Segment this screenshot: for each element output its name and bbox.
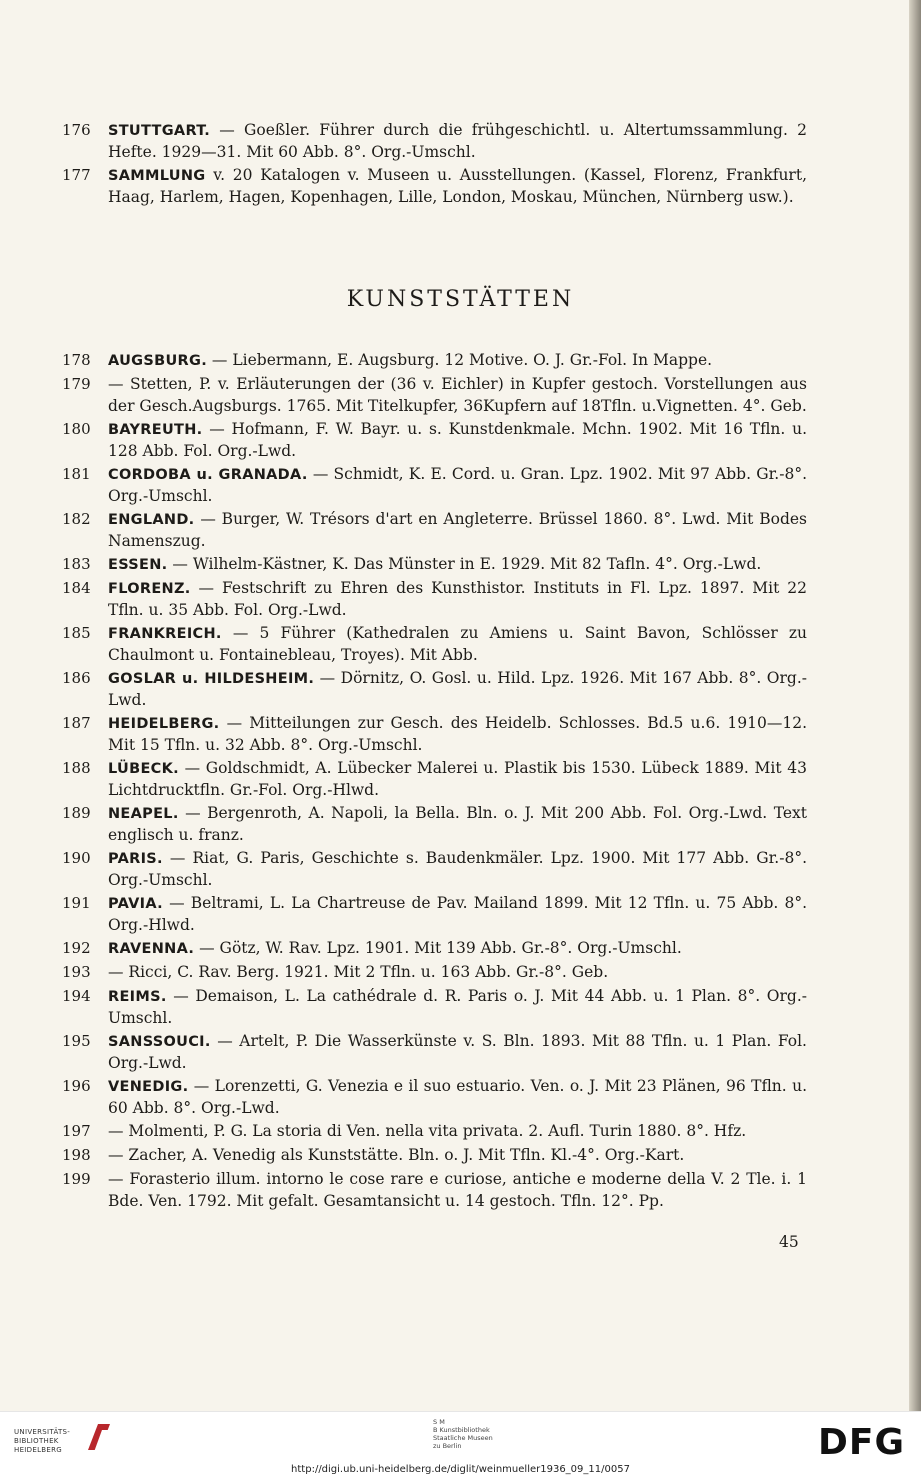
entry-heading: AUGSBURG.	[108, 353, 207, 369]
lib-line-3: HEIDELBERG	[14, 1446, 62, 1454]
entry-number: 195	[62, 1032, 91, 1050]
entry-number: 180	[62, 420, 91, 438]
entry-number: 183	[62, 555, 91, 573]
entry-number: 194	[62, 987, 91, 1005]
entry-text: — Beltrami, L. La Chartreuse de Pav. Mailand 1899. Mit 12 Tfln. u. 75 Abb. 8°. Org.-Hlwd.	[108, 894, 807, 934]
section-title: KUNSTSTÄTTEN	[346, 287, 575, 312]
catalog-entry	[62, 165, 807, 208]
catalog-entry	[62, 1145, 807, 1167]
entry-heading: ESSEN.	[108, 557, 168, 573]
ub-heidelberg-mark-icon	[84, 1420, 114, 1456]
entry-number: 189	[62, 804, 91, 822]
catalog-entry	[62, 668, 807, 711]
entry-heading: PARIS.	[108, 851, 163, 867]
catalog-entry	[62, 713, 807, 756]
entry-text: — Dörnitz, O. Gosl. u. Hild. Lpz. 1926. Mit 167 Abb. 8°. Org.-Lwd.	[108, 669, 807, 709]
catalog-entry	[62, 962, 807, 984]
entry-text: — Stetten, P. v. Erläuterungen der (36 v. Eichler) in Kupfer gestoch. Vorstellungen aus der Gesch.Augsburgs. 1765. Mit Titelkupfer, 36Kupfern auf 18Tfln. u.Vignetten. 4°. Geb.	[108, 375, 807, 415]
entry-number: 178	[62, 351, 91, 369]
catalog-entry	[62, 350, 807, 372]
page-number: 45	[779, 1233, 799, 1251]
entry-number: 177	[62, 166, 91, 184]
entry-number: 185	[62, 624, 91, 642]
entry-text: — Götz, W. Rav. Lpz. 1901. Mit 139 Abb. Gr.-8°. Org.-Umschl.	[194, 939, 682, 957]
entry-text: — Bergenroth, A. Napoli, la Bella. Bln. o. J. Mit 200 Abb. Fol. Org.-Lwd. Text englisch u. franz.	[108, 804, 807, 844]
entry-text: — Artelt, P. Die Wasserkünste v. S. Bln. 1893. Mit 88 Tfln. u. 1 Plan. Fol. Org.-Lwd.	[108, 1032, 807, 1072]
entry-text: — Demaison, L. La cathédrale d. R. Paris o. J. Mit 44 Abb. u. 1 Plan. 8°. Org.-Umschl.	[108, 987, 807, 1027]
lib-line-2: BIBLIOTHEK	[14, 1437, 59, 1445]
entry-heading: HEIDELBERG.	[108, 716, 220, 732]
entry-heading: FRANKREICH.	[108, 626, 222, 642]
entry-text: — Liebermann, E. Augsburg. 12 Motive. O. J. Gr.-Fol. In Mappe.	[207, 351, 713, 369]
catalog-entry	[62, 419, 807, 462]
entry-heading: BAYREUTH.	[108, 422, 203, 438]
entry-heading: VENEDIG.	[108, 1079, 189, 1095]
catalog-entry	[62, 623, 807, 666]
entry-heading: FLORENZ.	[108, 581, 191, 597]
entry-text: — Zacher, A. Venedig als Kunststätte. Bln. o. J. Mit Tfln. Kl.-4°. Org.-Kart.	[108, 1146, 685, 1164]
page-url[interactable]: http://digi.ub.uni-heidelberg.de/diglit/weinmueller1936_09_11/0057	[291, 1464, 630, 1475]
entry-number: 193	[62, 963, 91, 981]
entry-text: — 5 Führer (Kathedralen zu Amiens u. Saint Bavon, Schlösser zu Chaulmont u. Fontainebleau, Troyes). Mit Abb.	[108, 624, 807, 664]
entry-number: 196	[62, 1077, 91, 1095]
entry-number: 184	[62, 579, 91, 597]
entry-number: 192	[62, 939, 91, 957]
smb-kunstbibliothek-logo[interactable]	[433, 1418, 553, 1450]
catalog-entry	[62, 509, 807, 552]
catalog-entry	[62, 938, 807, 960]
catalog-entry	[62, 374, 807, 417]
catalog-entry	[62, 1076, 807, 1119]
entry-number: 186	[62, 669, 91, 687]
catalog-entry	[62, 1031, 807, 1074]
entry-text: — Riat, G. Paris, Geschichte s. Baudenkmäler. Lpz. 1900. Mit 177 Abb. Gr.-8°. Org.-Umschl.	[108, 849, 807, 889]
catalog-entry	[62, 120, 807, 163]
catalog-entry	[62, 848, 807, 891]
entry-text: — Goeßler. Führer durch die frühgeschichtl. u. Altertumssammlung. 2 Hefte. 1929—31. Mit 60 Abb. 8°. Org.-Umschl.	[108, 121, 807, 161]
entry-heading: CORDOBA u. GRANADA.	[108, 467, 308, 483]
entry-text: — Burger, W. Trésors d'art en Angleterre. Brüssel 1860. 8°. Lwd. Mit Bodes Namenszug.	[108, 510, 807, 550]
entry-text: v. 20 Katalogen v. Museen u. Ausstellungen. (Kassel, Florenz, Frankfurt, Haag, Harlem, Hagen, Kopenhagen, Lille, London, Moskau, München, Nürnberg usw.).	[108, 166, 807, 206]
catalog-entry	[62, 803, 807, 846]
entry-number: 182	[62, 510, 91, 528]
entry-number: 190	[62, 849, 91, 867]
page-edge	[909, 0, 921, 1411]
entry-text: — Lorenzetti, G. Venezia e il suo estuario. Ven. o. J. Mit 23 Plänen, 96 Tfln. u. 60 Abb. 8°. Org.-Lwd.	[108, 1077, 807, 1117]
catalog-entry	[62, 1121, 807, 1143]
smb-line-1: S M	[433, 1418, 445, 1426]
entry-heading: RAVENNA.	[108, 941, 195, 957]
entry-number: 187	[62, 714, 91, 732]
entry-heading: REIMS.	[108, 989, 167, 1005]
entry-heading: STUTTGART.	[108, 123, 211, 139]
entry-text: — Wilhelm-Kästner, K. Das Münster in E. 1929. Mit 82 Tafln. 4°. Org.-Lwd.	[167, 555, 762, 573]
entry-heading: GOSLAR u. HILDESHEIM.	[108, 671, 315, 687]
entry-heading: SANSSOUCI.	[108, 1034, 211, 1050]
catalog-entry	[62, 758, 807, 801]
entry-text: — Forasterio illum. intorno le cose rare e curiose, antiche e moderne della V. 2 Tle. i. 1 Bde. Ven. 1792. Mit gefalt. Gesamtansicht u. 14 gestoch. Tfln. 12°. Pp.	[108, 1170, 807, 1210]
entry-number: 181	[62, 465, 91, 483]
catalog-entry	[62, 578, 807, 621]
entry-number: 179	[62, 375, 91, 393]
entry-number: 176	[62, 121, 91, 139]
smb-line-4: zu Berlin	[433, 1442, 462, 1450]
entry-text: — Schmidt, K. E. Cord. u. Gran. Lpz. 1902. Mit 97 Abb. Gr.-8°. Org.-Umschl.	[108, 465, 807, 505]
entries-top	[62, 120, 807, 210]
entry-number: 198	[62, 1146, 91, 1164]
entry-heading: ENGLAND.	[108, 512, 195, 528]
entry-heading: SAMMLUNG	[108, 168, 206, 184]
smb-line-3: Staatliche Museen	[433, 1434, 493, 1442]
dfg-logo[interactable]: DFG	[818, 1422, 906, 1463]
entry-number: 199	[62, 1170, 91, 1188]
footer-bar	[0, 1411, 921, 1477]
entry-number: 197	[62, 1122, 91, 1140]
catalog-entry	[62, 986, 807, 1029]
entry-heading: LÜBECK.	[108, 761, 179, 777]
entry-text: — Festschrift zu Ehren des Kunsthistor. Instituts in Fl. Lpz. 1897. Mit 22 Tfln. u. 35 Abb. Fol. Org.-Lwd.	[108, 579, 807, 619]
entry-text: — Mitteilungen zur Gesch. des Heidelb. Schlosses. Bd.5 u.6. 1910—12. Mit 15 Tfln. u. 32 Abb. 8°. Org.-Umschl.	[108, 714, 807, 754]
lib-line-1: UNIVERSITÄTS-	[14, 1428, 71, 1436]
entry-heading: PAVIA.	[108, 896, 163, 912]
catalog-entry	[62, 554, 807, 576]
entry-number: 188	[62, 759, 91, 777]
entry-heading: NEAPEL.	[108, 806, 179, 822]
smb-line-2: B Kunstbibliothek	[433, 1426, 490, 1434]
ub-heidelberg-logo-text[interactable]	[14, 1428, 84, 1455]
entry-text: — Goldschmidt, A. Lübecker Malerei u. Plastik bis 1530. Lübeck 1889. Mit 43 Lichtdrucktfln. Gr.-Fol. Org.-Hlwd.	[108, 759, 807, 799]
entry-text: — Molmenti, P. G. La storia di Ven. nella vita privata. 2. Aufl. Turin 1880. 8°. Hfz.	[108, 1122, 747, 1140]
entry-text: — Hofmann, F. W. Bayr. u. s. Kunstdenkmale. Mchn. 1902. Mit 16 Tfln. u. 128 Abb. Fol. Org.-Lwd.	[108, 420, 807, 460]
catalog-entry	[62, 1169, 807, 1212]
entry-text: — Ricci, C. Rav. Berg. 1921. Mit 2 Tfln. u. 163 Abb. Gr.-8°. Geb.	[108, 963, 609, 981]
catalog-entry	[62, 893, 807, 936]
entry-number: 191	[62, 894, 91, 912]
entries-main	[62, 350, 807, 1214]
catalog-entry	[62, 464, 807, 507]
